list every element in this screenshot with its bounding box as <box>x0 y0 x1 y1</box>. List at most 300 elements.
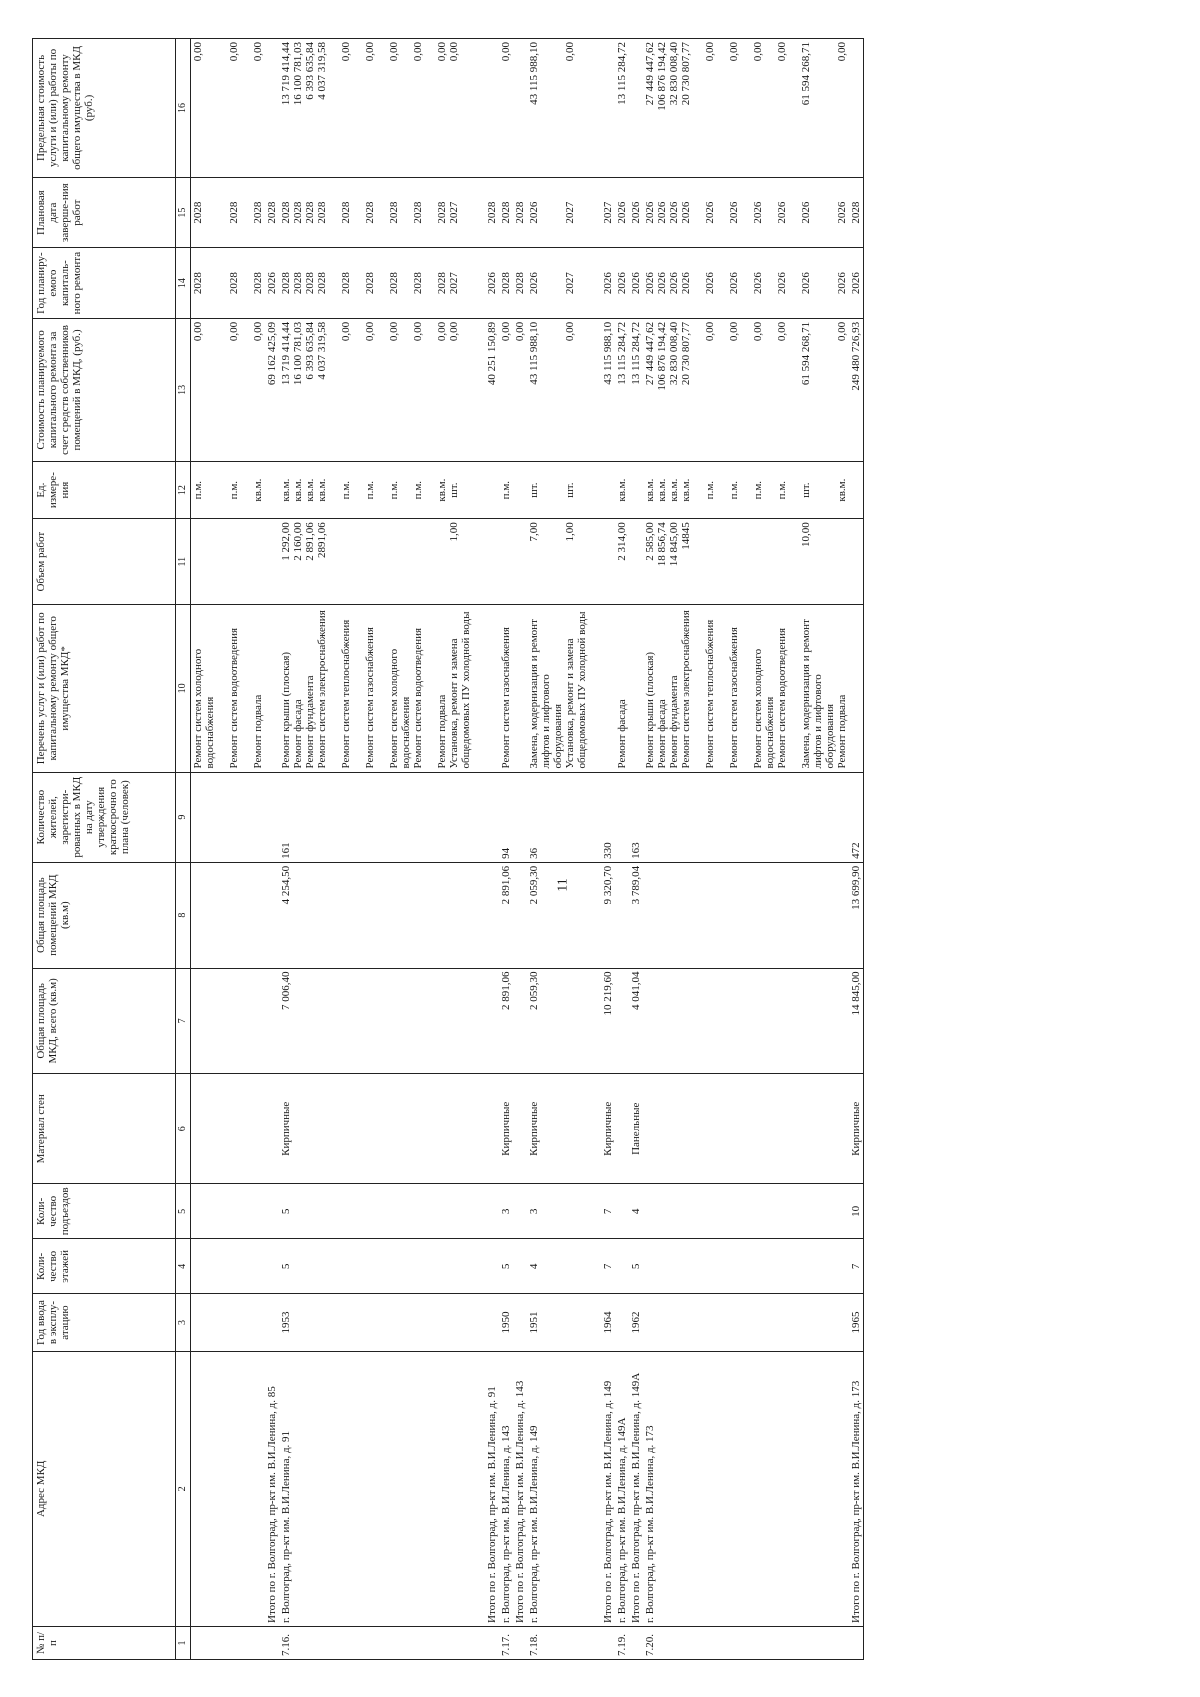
cell-c6 <box>485 1074 499 1184</box>
cell-c2 <box>485 1351 499 1626</box>
cell-line: 2028 <box>364 272 376 295</box>
cell-text: 2026 <box>486 272 498 295</box>
cell-c10 <box>629 605 643 772</box>
cell-text: п.м. <box>500 480 512 500</box>
cell-c11 <box>643 519 849 605</box>
cell-line: 1,00 <box>564 522 576 542</box>
cell-c14 <box>485 248 499 318</box>
cell-line: 0,00 <box>388 321 400 342</box>
header-c4: Коли-чество этажей <box>33 1239 176 1294</box>
cell-c4 <box>485 1239 499 1294</box>
cell-line: 16 100 781,03 <box>292 321 304 386</box>
col-num: 7 <box>176 968 191 1074</box>
cell-line: 32 830 008,40 <box>668 42 680 106</box>
cell-c9 <box>279 772 485 862</box>
cell-c4 <box>643 1239 849 1294</box>
cell-line: 43 115 988,10 <box>528 321 540 385</box>
cell-c9 <box>499 772 513 862</box>
cell-line: п.м. <box>412 480 424 500</box>
cell-text: 1964 <box>602 1311 614 1334</box>
cell-line: Ремонт фасада <box>656 699 668 769</box>
cell-line: 7,00 <box>528 522 540 542</box>
cell-line: 2 585,00 <box>644 522 656 561</box>
cell-c5 <box>499 1184 513 1239</box>
cell-c16 <box>849 39 864 178</box>
cell-line: кв.м. <box>436 478 448 502</box>
cell-line: шт. <box>564 482 576 498</box>
cell-line: Ремонт систем водоотведения <box>228 627 240 769</box>
cell-c8 <box>485 862 499 968</box>
cell-line: кв.м. <box>252 478 264 502</box>
cell-c9 <box>849 772 864 862</box>
cell-c7 <box>191 968 266 1074</box>
cell-line: шт. <box>528 482 540 498</box>
cell-line: 2026 <box>644 201 656 224</box>
cell-c16 <box>485 39 499 178</box>
cell-line: 106 876 194,42 <box>656 42 668 111</box>
cell-text: 7 <box>602 1263 614 1270</box>
cell-line: 27 449 447,62 <box>644 321 656 386</box>
cell-c6 <box>849 1074 864 1184</box>
cell-c7 <box>601 968 615 1074</box>
header-c1: № п/п <box>33 1626 176 1659</box>
cell-c3 <box>615 1294 629 1351</box>
cell-line: кв.м. <box>656 478 668 502</box>
cell-c6 <box>629 1074 643 1184</box>
cell-line: 0,00 <box>448 321 460 342</box>
table-row <box>615 39 629 1660</box>
cell-c8 <box>279 862 485 968</box>
cell-text: 3 789,04 <box>630 865 642 905</box>
header-c12: Ед. измере-ния <box>33 462 176 519</box>
cell-c15 <box>527 177 601 247</box>
cell-c14 <box>629 248 643 318</box>
cell-text: 4 041,04 <box>630 971 642 1011</box>
cell-line: п.м. <box>364 480 376 500</box>
cell-line <box>216 465 228 515</box>
cell-c1 <box>849 1626 864 1659</box>
cell-text: 13 115 284,72 <box>616 321 628 385</box>
cell-line: 2026 <box>752 272 764 295</box>
cell-line: 2028 <box>228 272 240 295</box>
cell-c15 <box>629 177 643 247</box>
cell-c3 <box>643 1294 849 1351</box>
cell-c8 <box>643 862 849 968</box>
cell-c16 <box>265 39 279 178</box>
header-c8: Общая площадь помещений МКД (кв.м) <box>33 862 176 968</box>
col-num: 8 <box>176 862 191 968</box>
cell-c3 <box>513 1294 527 1351</box>
cell-c9 <box>191 772 266 862</box>
cell-line: Ремонт крыши (плоская) <box>280 651 292 769</box>
cell-line: 14 845,00 <box>668 522 680 567</box>
cell-c14 <box>265 248 279 318</box>
cell-line: кв.м. <box>644 478 656 502</box>
cell-text: 163 <box>630 842 642 859</box>
cell-c13 <box>279 318 485 461</box>
cell-line: 2028 <box>340 201 352 224</box>
cell-line: п.м. <box>388 480 400 500</box>
cell-line: 14845 <box>680 522 692 550</box>
cell-line: 13 719 414,44 <box>280 42 292 106</box>
cell-line: 0,00 <box>412 321 424 342</box>
cell-line: 0,00 <box>364 321 376 342</box>
cell-line: п.м. <box>776 480 788 500</box>
cell-text: 2026 <box>266 272 278 295</box>
cell-line <box>192 522 216 601</box>
cell-c7 <box>499 968 513 1074</box>
cell-c1 <box>499 1626 513 1659</box>
cell-text: 2028 <box>266 201 278 224</box>
cell-line: 2 891,06 <box>304 522 316 561</box>
cell-line: 2028 <box>304 201 316 224</box>
cell-c8 <box>265 862 279 968</box>
cell-text: 472 <box>850 842 862 859</box>
cell-text: Итого по г. Волгоград, пр-кт им. В.И.Ленина, д. 143 <box>514 1380 526 1623</box>
header-c6: Материал стен <box>33 1074 176 1184</box>
cell-line: 0,00 <box>192 321 204 342</box>
cell-line: 106 876 194,42 <box>656 321 668 391</box>
cell-c3 <box>527 1294 601 1351</box>
cell-c5 <box>527 1184 601 1239</box>
cell-line: 2028 <box>304 272 316 295</box>
cell-line: 20 730 807,77 <box>680 321 692 386</box>
cell-line: кв.м. <box>304 478 316 502</box>
cell-line: 0,00 <box>412 42 424 62</box>
cell-c11 <box>615 519 629 605</box>
cell-c9 <box>485 772 499 862</box>
cell-text: 94 <box>500 847 512 859</box>
cell-text: 0,00 <box>514 321 526 342</box>
cell-text: Итого по г. Волгоград, пр-кт им. В.И.Ленина, д. 149 <box>602 1380 614 1623</box>
cell-text: 2 314,00 <box>616 522 628 561</box>
cell-c10 <box>279 605 485 772</box>
cell-c9 <box>601 772 615 862</box>
col-num: 6 <box>176 1074 191 1184</box>
cell-line: 2028 <box>292 201 304 224</box>
cell-line <box>704 522 728 601</box>
cell-c16 <box>615 39 629 178</box>
cell-c11 <box>499 519 513 605</box>
cell-c15 <box>513 177 527 247</box>
cell-c5 <box>513 1184 527 1239</box>
cell-line: 6 393 635,84 <box>304 42 316 100</box>
cell-c4 <box>527 1239 601 1294</box>
total-row <box>485 39 499 1660</box>
cell-line: 2026 <box>528 201 540 224</box>
cell-line: 2026 <box>680 272 692 295</box>
cell-text: 5 <box>280 1263 292 1270</box>
header-c11: Объем работ <box>33 519 176 605</box>
cell-c15 <box>191 177 266 247</box>
cell-line <box>436 522 448 601</box>
cell-c3 <box>601 1294 615 1351</box>
cell-c16 <box>643 39 849 178</box>
total-row <box>601 39 615 1660</box>
cell-c5 <box>485 1184 499 1239</box>
cell-text: 2026 <box>850 272 862 295</box>
cell-c1 <box>643 1626 849 1659</box>
cell-text: 36 <box>528 847 540 859</box>
cell-line: 2027 <box>564 201 576 224</box>
cell-line: 61 594 268,71 <box>800 321 812 386</box>
cell-c11 <box>601 519 615 605</box>
cell-c15 <box>643 177 849 247</box>
cell-c11 <box>527 519 601 605</box>
cell-line: 1,00 <box>448 522 460 542</box>
cell-text: 7.18. <box>528 1634 540 1656</box>
cell-line <box>216 181 228 244</box>
cell-text: 2 891,06 <box>500 865 512 905</box>
cell-line: 0,00 <box>776 321 788 342</box>
cell-text: 2028 <box>486 201 498 224</box>
cell-line: 2028 <box>192 272 204 295</box>
cell-text: 5 <box>280 1208 292 1215</box>
cell-line: 2028 <box>280 272 292 295</box>
cell-line: Ремонт систем водоотведения <box>776 627 788 769</box>
cell-line <box>836 522 848 601</box>
cell-c4 <box>265 1239 279 1294</box>
cell-text: 2026 <box>602 272 614 295</box>
cell-c7 <box>527 968 601 1074</box>
cell-c14 <box>849 248 864 318</box>
cell-line <box>216 42 228 174</box>
cell-text: Итого по г. Волгоград, пр-кт им. В.И.Ленина, д. 173 <box>850 1380 862 1623</box>
cell-line: 0,00 <box>836 321 848 342</box>
cell-line: 2026 <box>528 272 540 295</box>
cell-c11 <box>629 519 643 605</box>
cell-c8 <box>527 862 601 968</box>
page-number: 11 <box>555 878 571 892</box>
total-row <box>849 39 864 1660</box>
cell-c6 <box>615 1074 629 1184</box>
cell-line: Ремонт фасада <box>292 699 304 769</box>
cell-c11 <box>849 519 864 605</box>
cell-line: 0,00 <box>704 321 716 342</box>
cell-line: 2028 <box>412 201 424 224</box>
cell-c13 <box>849 318 864 461</box>
cell-c2 <box>513 1351 527 1626</box>
cell-c15 <box>279 177 485 247</box>
col-num: 4 <box>176 1239 191 1294</box>
cell-line: Ремонт фундамента <box>668 675 680 769</box>
cell-c8 <box>513 862 527 968</box>
cell-text: г. Волгоград, пр-кт им. В.И.Ленина, д. 91 <box>280 1430 292 1623</box>
col-num: 2 <box>176 1351 191 1626</box>
cell-c9 <box>629 772 643 862</box>
cell-text: Ремонт фасада <box>616 699 628 769</box>
cell-line: 43 115 988,10 <box>528 42 540 105</box>
cell-line: 2026 <box>656 272 668 295</box>
cell-line: 0,00 <box>192 42 204 62</box>
cell-c3 <box>629 1294 643 1351</box>
cell-c8 <box>849 862 864 968</box>
rotated-sheet <box>32 38 1170 1660</box>
cell-c1 <box>265 1626 279 1659</box>
cell-c13 <box>615 318 629 461</box>
cell-text: 1962 <box>630 1311 642 1334</box>
cell-line: 2026 <box>668 272 680 295</box>
cell-line: 2028 <box>192 201 204 224</box>
col-num: 5 <box>176 1184 191 1239</box>
cell-text: 1950 <box>500 1311 512 1334</box>
cell-line: п.м. <box>752 480 764 500</box>
table-row <box>191 39 266 1660</box>
cell-text: 7.16. <box>280 1634 292 1656</box>
cell-c6 <box>643 1074 849 1184</box>
col-num: 1 <box>176 1626 191 1659</box>
cell-text: 7 006,40 <box>280 971 292 1011</box>
cell-line: кв.м. <box>668 478 680 502</box>
table-row <box>499 39 513 1660</box>
cell-c5 <box>279 1184 485 1239</box>
col-num: 3 <box>176 1294 191 1351</box>
total-row <box>265 39 279 1660</box>
cell-line: 2028 <box>252 201 264 224</box>
header-c7: Общая площадь МКД, всего (кв.м) <box>33 968 176 1074</box>
cell-text: 0,00 <box>500 321 512 342</box>
cell-line: 1 292,00 <box>280 522 292 561</box>
cell-c2 <box>643 1351 849 1626</box>
cell-line: 0,00 <box>340 321 352 342</box>
cell-c6 <box>499 1074 513 1184</box>
cell-line <box>216 608 228 768</box>
cell-c2 <box>615 1351 629 1626</box>
cell-c1 <box>615 1626 629 1659</box>
cell-line: 2026 <box>644 272 656 295</box>
cell-line: 4 037 319,58 <box>316 321 328 380</box>
cell-line: 2028 <box>316 272 328 295</box>
cell-line: 2026 <box>728 272 740 295</box>
cell-c10 <box>499 605 513 772</box>
cell-line: п.м. <box>192 480 204 500</box>
table-row <box>527 39 601 1660</box>
cell-text: 2026 <box>630 201 642 224</box>
cell-line: 2027 <box>448 201 460 224</box>
cell-c11 <box>485 519 499 605</box>
cell-text: 2028 <box>500 272 512 295</box>
cell-c6 <box>191 1074 266 1184</box>
cell-text: 2 059,30 <box>528 865 540 905</box>
cell-c6 <box>513 1074 527 1184</box>
cell-c4 <box>601 1239 615 1294</box>
cell-text: 2026 <box>616 201 628 224</box>
capital-repair-table <box>32 38 864 1660</box>
cell-text: 2028 <box>514 201 526 224</box>
cell-text: 2 891,06 <box>500 971 512 1011</box>
header-c5: Коли-чество подъездов <box>33 1184 176 1239</box>
cell-c15 <box>849 177 864 247</box>
cell-c7 <box>643 968 849 1074</box>
cell-text: 13 115 284,72 <box>616 42 628 105</box>
cell-text: г. Волгоград, пр-кт им. В.И.Ленина, д. 149А <box>616 1417 628 1623</box>
cell-c10 <box>849 605 864 772</box>
cell-c8 <box>615 862 629 968</box>
cell-c4 <box>513 1239 527 1294</box>
cell-text: 2028 <box>514 272 526 295</box>
cell-line: 18 856,74 <box>656 522 668 567</box>
col-num: 14 <box>176 248 191 318</box>
cell-c4 <box>849 1239 864 1294</box>
cell-text: 7.19. <box>616 1634 628 1656</box>
cell-text: Кирпичные <box>850 1101 862 1156</box>
cell-c9 <box>615 772 629 862</box>
cell-text: 2027 <box>602 201 614 224</box>
cell-line: Ремонт систем холодного водоснабжения <box>388 648 412 769</box>
table-row <box>643 39 849 1660</box>
cell-line: 0,00 <box>228 42 240 62</box>
cell-c7 <box>265 968 279 1074</box>
cell-c10 <box>265 605 279 772</box>
cell-line: Ремонт крыши (плоская) <box>644 651 656 769</box>
cell-line: п.м. <box>704 480 716 500</box>
cell-line <box>340 522 364 601</box>
cell-c5 <box>191 1184 266 1239</box>
cell-c3 <box>279 1294 485 1351</box>
cell-line <box>752 522 776 601</box>
cell-line: 0,00 <box>252 42 264 62</box>
cell-line <box>364 522 388 601</box>
cell-c6 <box>279 1074 485 1184</box>
cell-c1 <box>601 1626 615 1659</box>
cell-line: 2026 <box>704 201 716 224</box>
cell-c7 <box>279 968 485 1074</box>
cell-line: 2026 <box>800 272 812 295</box>
cell-line: Ремонт систем теплоснабжения <box>340 619 352 769</box>
total-row <box>513 39 527 1660</box>
cell-line: 0,00 <box>340 42 352 62</box>
cell-c3 <box>191 1294 266 1351</box>
cell-c10 <box>527 605 601 772</box>
cell-line: Ремонт систем электроснабжения <box>680 610 692 769</box>
cell-text: 40 251 150,89 <box>486 321 498 386</box>
cell-text: 13 115 284,72 <box>630 321 642 385</box>
cell-text: Кирпичные <box>500 1101 512 1156</box>
cell-text: Итого по г. Волгоград, пр-кт им. В.И.Ленина, д. 149А <box>630 1372 642 1623</box>
cell-text: 43 115 988,10 <box>602 321 614 385</box>
cell-text: 4 <box>528 1263 540 1270</box>
cell-c12 <box>279 462 485 519</box>
cell-line: 0,00 <box>564 42 576 62</box>
cell-c9 <box>265 772 279 862</box>
cell-c11 <box>279 519 485 605</box>
cell-line: 2026 <box>656 201 668 224</box>
cell-c12 <box>513 462 527 519</box>
cell-c3 <box>499 1294 513 1351</box>
cell-text: Кирпичные <box>528 1101 540 1156</box>
cell-line: 6 393 635,84 <box>304 321 316 380</box>
cell-text: 330 <box>602 842 614 859</box>
cell-line: 27 449 447,62 <box>644 42 656 106</box>
cell-text: 7 <box>602 1208 614 1215</box>
cell-text: Панельные <box>630 1102 642 1155</box>
cell-c7 <box>849 968 864 1074</box>
header-c14: Год планиру-емого капиталь-ного ремонта <box>33 248 176 318</box>
cell-c8 <box>629 862 643 968</box>
cell-c3 <box>849 1294 864 1351</box>
cell-text: 2 059,30 <box>528 971 540 1011</box>
cell-line: 2028 <box>280 201 292 224</box>
cell-line: 0,00 <box>836 42 848 62</box>
cell-text: 2028 <box>500 201 512 224</box>
cell-c2 <box>265 1351 279 1626</box>
cell-c13 <box>499 318 513 461</box>
table-body <box>191 39 864 1660</box>
cell-line: 61 594 268,71 <box>800 42 812 106</box>
cell-line: 2026 <box>836 201 848 224</box>
cell-c2 <box>191 1351 266 1626</box>
cell-c1 <box>191 1626 266 1659</box>
